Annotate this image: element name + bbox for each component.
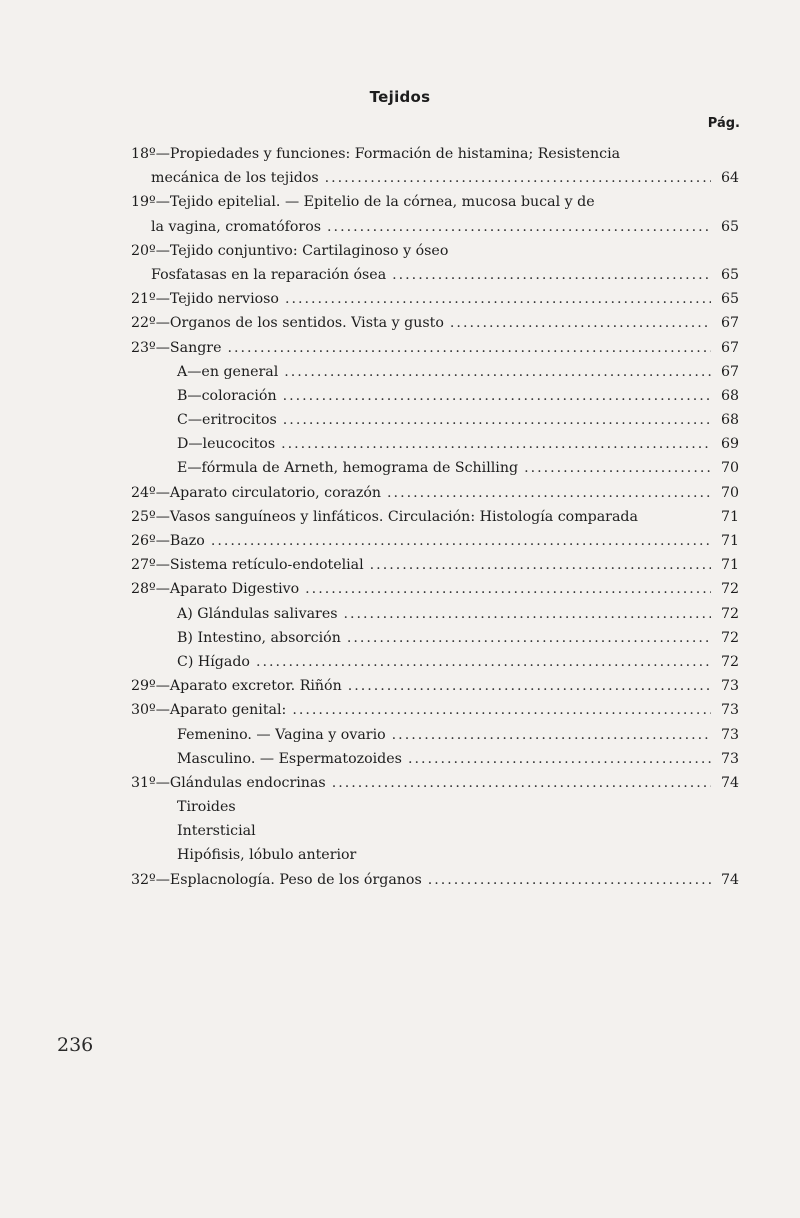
toc-entry xyxy=(131,142,739,166)
dot-leader xyxy=(284,360,711,384)
toc-entry-text: 29º—Aparato excretor. Riñón xyxy=(131,678,342,695)
toc-entry xyxy=(131,263,739,287)
dot-leader xyxy=(281,432,711,456)
toc-entry-page: 73 xyxy=(720,726,739,743)
toc-entry-text: 19º—Tejido epitelial. — Epitelio de la córnea, mucosa bucal y de xyxy=(131,194,595,211)
toc-entry-text: A—en general xyxy=(177,363,279,380)
toc-entry-page: 72 xyxy=(720,581,739,598)
toc-entry-text: 28º—Aparato Digestivo xyxy=(131,581,300,598)
toc-entry xyxy=(131,384,739,408)
toc-entry-page: 72 xyxy=(720,629,739,646)
toc-entry xyxy=(131,650,739,674)
dot-leader xyxy=(392,263,711,287)
dot-leader xyxy=(332,771,711,795)
toc-entry-text: 20º—Tejido conjuntivo: Cartilaginoso y óseo xyxy=(131,242,449,259)
toc-entry-text: B) Intestino, absorción xyxy=(177,629,341,646)
toc-entry xyxy=(131,674,739,698)
toc-entry xyxy=(131,723,739,747)
toc-entry xyxy=(131,626,739,650)
toc-entry-text: 24º—Aparato circulatorio, corazón xyxy=(131,484,382,501)
toc-entry xyxy=(131,698,739,722)
toc-entry-page: 71 xyxy=(720,508,739,525)
toc-entry xyxy=(131,505,739,529)
toc-entry-page: 71 xyxy=(720,533,739,549)
toc-entry-text: D—leucocitos xyxy=(177,436,276,453)
toc-entry xyxy=(131,287,739,311)
toc-entry xyxy=(131,553,739,577)
toc-entry-text: 26º—Bazo xyxy=(131,533,205,549)
toc-entry-page: 65 xyxy=(720,291,739,308)
toc-entry-page: 73 xyxy=(720,678,739,695)
toc-entry-text: 30º—Aparato genital: xyxy=(131,702,287,719)
page-column-label: Pág. xyxy=(707,116,740,131)
toc-entry-page: 72 xyxy=(720,653,739,670)
dot-leader xyxy=(283,408,711,432)
dot-leader xyxy=(347,626,711,650)
toc-entry-page: 65 xyxy=(720,266,739,283)
toc-entry-page: 65 xyxy=(720,218,739,235)
toc-entry-text: 18º—Propiedades y funciones: Formación de histamina; Resistencia xyxy=(131,146,621,162)
toc-entry-text: 22º—Organos de los sentidos. Vista y gusto xyxy=(131,315,444,332)
toc-entry xyxy=(131,166,739,190)
toc-entry-page: 73 xyxy=(720,750,739,767)
toc-entry xyxy=(131,529,739,553)
toc-entry-text: C) Hígado xyxy=(177,653,250,670)
table-of-contents xyxy=(131,142,739,892)
toc-entry-page: 69 xyxy=(720,436,739,453)
toc-entry xyxy=(131,577,739,601)
toc-entry xyxy=(131,408,739,432)
toc-entry-text: 27º—Sistema retículo-endotelial xyxy=(131,557,364,574)
dot-leader xyxy=(450,311,711,335)
dot-leader xyxy=(292,698,711,722)
toc-entry-page: 67 xyxy=(720,339,739,356)
dot-leader xyxy=(228,336,712,360)
page-title: Tejidos xyxy=(369,88,431,106)
toc-entry-text: Femenino. — Vagina y ovario xyxy=(177,726,386,743)
toc-entry xyxy=(131,432,739,456)
toc-entry-text: 32º—Esplacnología. Peso de los órganos xyxy=(131,871,422,888)
toc-entry xyxy=(131,215,739,239)
toc-entry-text: 31º—Glándulas endocrinas xyxy=(131,774,326,791)
toc-entry xyxy=(131,868,739,892)
dot-leader xyxy=(524,456,711,480)
toc-entry-page: 67 xyxy=(720,315,739,332)
toc-entry-page: 68 xyxy=(720,412,739,429)
page-number: 236 xyxy=(57,1034,94,1056)
toc-entry-text: 23º—Sangre xyxy=(131,339,222,356)
toc-entry-text: E—fórmula de Arneth, hemograma de Schilling xyxy=(177,460,519,477)
dot-leader xyxy=(211,529,711,553)
toc-entry-text: 21º—Tejido nervioso xyxy=(131,291,279,308)
toc-entry-text: B—coloración xyxy=(177,387,277,404)
dot-leader xyxy=(305,577,711,601)
toc-entry xyxy=(131,771,739,795)
toc-entry-text: A) Glándulas salivares xyxy=(177,605,338,622)
dot-leader xyxy=(256,650,711,674)
toc-entry-page: 74 xyxy=(720,871,739,888)
toc-entry-text: 25º—Vasos sanguíneos y linfáticos. Circulación: Histología comparada xyxy=(131,508,638,525)
dot-leader xyxy=(392,723,711,747)
toc-entry xyxy=(131,456,739,480)
dot-leader xyxy=(283,384,711,408)
toc-entry-page: 73 xyxy=(720,702,739,719)
dot-leader xyxy=(344,602,711,626)
toc-entry-text: la vagina, cromatóforos xyxy=(151,218,322,235)
dot-leader xyxy=(387,481,711,505)
toc-entry-page: 68 xyxy=(720,387,739,404)
toc-entry xyxy=(131,795,739,819)
toc-entry xyxy=(131,481,739,505)
toc-entry-page: 70 xyxy=(720,460,739,477)
dot-leader xyxy=(428,868,711,892)
toc-entry-page: 74 xyxy=(720,774,739,791)
toc-entry xyxy=(131,360,739,384)
toc-entry xyxy=(131,336,739,360)
dot-leader xyxy=(327,215,711,239)
toc-entry-page: 67 xyxy=(720,363,739,380)
toc-entry-page: 71 xyxy=(720,557,739,574)
toc-entry-page: 72 xyxy=(720,605,739,622)
toc-entry-text: Masculino. — Espermatozoides xyxy=(177,750,402,767)
toc-entry-text: C—eritrocitos xyxy=(177,412,277,429)
toc-entry-text: Fosfatasas en la reparación ósea xyxy=(151,266,387,283)
toc-entry-page: 64 xyxy=(720,170,739,187)
toc-entry-page: 70 xyxy=(720,484,739,501)
toc-entry-text: Hipófisis, lóbulo anterior xyxy=(177,847,357,864)
toc-entry xyxy=(131,747,739,771)
toc-entry xyxy=(131,819,739,843)
toc-entry xyxy=(131,311,739,335)
dot-leader xyxy=(325,166,711,190)
toc-entry xyxy=(131,239,739,263)
dot-leader xyxy=(408,747,711,771)
dot-leader xyxy=(370,553,711,577)
toc-entry-text: Tiroides xyxy=(177,799,236,816)
toc-entry-text: Intersticial xyxy=(177,823,256,840)
toc-entry xyxy=(131,602,739,626)
toc-entry xyxy=(131,843,739,867)
dot-leader xyxy=(285,287,711,311)
toc-entry-text: mecánica de los tejidos xyxy=(151,170,319,187)
dot-leader xyxy=(348,674,711,698)
toc-entry xyxy=(131,190,739,214)
